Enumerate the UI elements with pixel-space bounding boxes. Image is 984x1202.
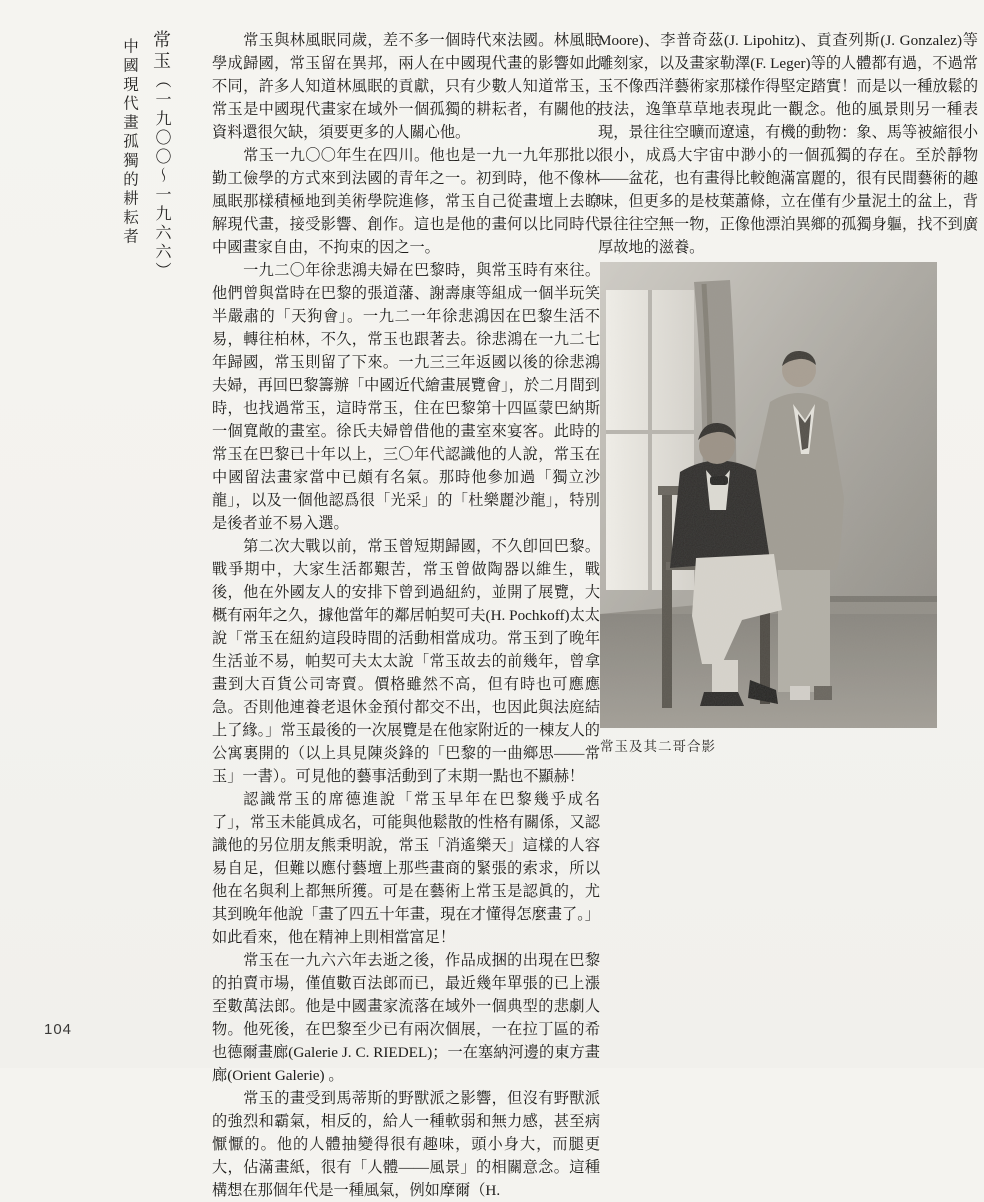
artist-years: （一九〇〇～一九六六） [153,72,170,281]
paragraph: 常玉一九〇〇年生在四川。他也是一九一九年那批以勤工儉學的方式來到法國的青年之一。初到時，他不像林風眠那樣積極地到美術學院進修，常玉自己從畫壇上去瞭解現代畫，接受影響、創作。這也是他的畫何以比同時代中國畫家自由，不拘束的因之一。 [212,147,600,256]
sanyu-brothers-photo [600,262,937,728]
page-number: 104 [44,1021,73,1038]
photo-caption: 常玉及其二哥合影 [600,739,716,754]
paragraph: 一九二〇年徐悲鴻夫婦在巴黎時，與常玉時有來往。他們曾與當時在巴黎的張道藩、謝壽康等組成一個半玩笑半嚴肅的「天狗會」。一九二一年徐悲鴻因在巴黎生活不易，轉往柏林，不久，常玉也跟著去。徐悲鴻在一九二七年歸國，常玉則留了下來。一九三三年返國以後的徐悲鴻夫婦，再回巴黎籌辦「中國近代繪畫展覽會」，於二月間到時，也找過常玉，這時常玉，住在巴黎第十四區蒙巴納斯一個寬敞的畫室。徐氏夫婦曾借他的畫室來宴客。此時的常玉在巴黎已十年以上，三〇年代認識他的人說，常玉在中國留法畫家當中已頗有名氣。那時他參加過「獨立沙龍」，以及一個他認爲很「光采」的「杜樂麗沙龍」，特別是後者並不易入選。 [212,262,600,532]
paragraph: 第二次大戰以前，常玉曾短期歸國，不久卽回巴黎。戰爭期中，大家生活都艱苦，常玉曾做陶器以維生，戰後，他在外國友人的安排下曾到過紐約，並開了展覽，大概有兩年之久，據他當年的鄰居帕契可夫(H. Pochkoff)太太說「常玉在紐約這段時間的活動相當成功。常玉到了晚年生活並不易，帕契可夫太太說「常玉故去的前幾年，曾拿畫到大百貨公司寄賣。價格雖然不高，但有時也可應應急。否則他連養老退休金預付都交不出，也因此與法庭結上了緣。」常玉最後的一次展覽是在他家附近的一棟友人的公寓裏開的（以上具見陳炎鋒的「巴黎的一曲鄉思——常玉」一書）。可見他的藝事活動到了末期一點也不顯赫！ [212,538,600,785]
page-title-vertical [148,30,174,281]
paragraph: 常玉與林風眠同歲，差不多一個時代來法國。林風眠學成歸國，常玉留在異邦，兩人在中國現代畫的影響如此不同，許多人知道林風眠的貢獻，只有少數人知道常玉，常玉是中國現代畫家在域外一個孤獨的耕耘者，有關他的資料還很欠缺，須要更多的人關心他。 [212,32,600,141]
article-right-column [598,29,978,259]
article-left-column [212,29,600,1202]
page-subtitle-vertical: 中國現代畫孤獨的耕耘者 [121,38,138,247]
paragraph: 認識常玉的席德進說「常玉早年在巴黎幾乎成名了」，常玉未能眞成名，可能與他鬆散的性格有關係，又認識他的另位朋友熊秉明說，常玉「消遙樂天」這樣的人容易自足，但難以應付藝壇上那些畫商的緊張的索求，所以他在名與利上都無所獲。可是在藝術上常玉是認眞的，尤其到晚年他說「畫了四五十年畫，現在才懂得怎麼畫了。」如此看來，他在精神上則相當富足！ [212,791,600,946]
paragraph: 常玉的畫受到馬蒂斯的野獸派之影響，但沒有野獸派的強烈和霸氣，相反的，給人一種軟弱和無力感，甚至病懨懨的。他的人體抽變得很有趣味，頭小身大，而腿更大，佔滿畫紙，很有「人體——風景」的相關意念。這種構想在那個年代是一種風氣，例如摩爾（H. [212,1090,600,1199]
photo-figure [600,262,937,755]
paragraph: 常玉在一九六六年去逝之後，作品成捆的出現在巴黎的拍賣市場，僅值數百法郎而已，最近幾年單張的已上漲至數萬法郎。他是中國畫家流落在域外一個典型的悲劇人物。他死後，在巴黎至少已有兩次個展，一在拉丁區的希也德爾畫廊(Galerie J. C. RIEDEL)；一在塞納河邊的東方畫廊(Orient Galerie) 。 [212,952,600,1084]
continuation-paragraph: Moore)、李普奇茲(J. Lipohitz)、貢查列斯(J. Gonzalez)等雕刻家，以及畫家勒澤(F. Leger)等的人體都有過，不過常玉不像西洋藝術家那樣作得堅定踏實！而是以一種放鬆的技法，逸筆草草地表現此一觀念。他的風景則另一種表現，景往往空曠而遼遠，有機的動物：象、馬等被縮很小很小，成爲大宇宙中渺小的一個孤獨的存在。至於靜物——盆花，也有畫得比較飽滿富麗的，很有民間藝術的趣味，但更多的是枝葉蕭條，立在僅有少量泥土的盆上，背景往往空無一物，正像他漂泊異鄉的孤獨身軀，找不到廣厚故地的滋養。 [598,32,978,256]
artist-name: 常玉 [151,30,171,72]
